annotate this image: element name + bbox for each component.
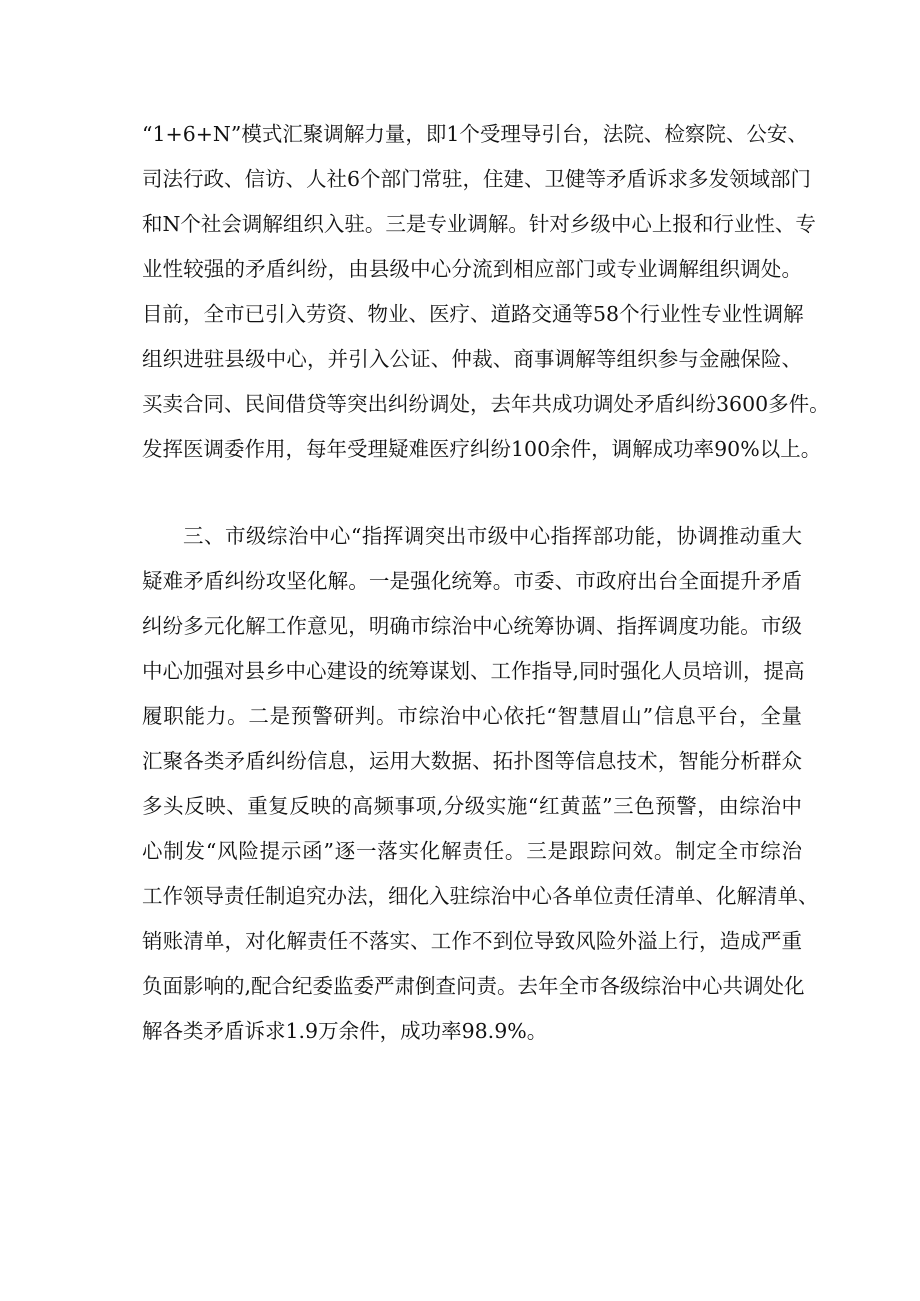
text-line: 买卖合同、民间借贷等突出纠纷调处，去年共成功调处矛盾纠纷3600多件。 bbox=[142, 392, 830, 416]
text-line: 负面影响的,配合纪委监委严肃倒查问责。去年全市各级综治中心共调处化 bbox=[142, 974, 805, 998]
text-line: 发挥医调委作用，每年受理疑难医疗纠纷100余件，调解成功率90%以上。 bbox=[142, 437, 822, 461]
text-line: 解各类矛盾诉求1.9万余件，成功率98.9%。 bbox=[142, 1019, 548, 1043]
text-line: 心制发“风险提示函”逐一落实化解责任。三是跟踪问效。制定全市综治 bbox=[142, 839, 802, 863]
section-heading-line: 三、市级综治中心“指挥调突出市级中心指挥部功能，协调推动重大 bbox=[183, 524, 802, 548]
paragraph-city-level-center bbox=[142, 514, 819, 1054]
text-line: 组织进驻县级中心，并引入公证、仲裁、商事调解等组织参与金融保险、 bbox=[142, 347, 802, 371]
text-line: 目前，全市已引入劳资、物业、医疗、道路交通等58个行业性专业性调解 bbox=[142, 302, 804, 326]
text-line: 业性较强的矛盾纠纷，由县级中心分流到相应部门或专业调解组织调处。 bbox=[142, 257, 802, 281]
text-line: 工作领导责任制追究办法，细化入驻综治中心各单位责任清单、化解清单、 bbox=[142, 884, 819, 908]
text-line: 纠纷多元化解工作意见，明确市综治中心统筹协调、指挥调度功能。市级 bbox=[142, 614, 802, 638]
text-line: 履职能力。二是预警研判。市综治中心依托“智慧眉山”信息平台，全量 bbox=[142, 704, 802, 728]
text-line: 司法行政、信访、人社6个部门常驻，住建、卫健等矛盾诉求多发领域部门 bbox=[142, 167, 812, 191]
text-line: 汇聚各类矛盾纠纷信息，运用大数据、拓扑图等信息技术，智能分析群众 bbox=[142, 749, 802, 773]
text-line: 疑难矛盾纠纷攻坚化解。一是强化统筹。市委、市政府出台全面提升矛盾 bbox=[142, 569, 802, 593]
text-line: 销账清单，对化解责任不落实、工作不到位导致风险外溢上行，造成严重 bbox=[142, 929, 802, 953]
text-line: 和N个社会调解组织入驻。三是专业调解。针对乡级中心上报和行业性、专 bbox=[142, 212, 816, 236]
text-line: “1+6+N”模式汇聚调解力量，即1个受理导引台，法院、检察院、公安、 bbox=[142, 122, 808, 146]
text-line: 多头反映、重复反映的高频事项,分级实施“红黄蓝”三色预警，由综治中 bbox=[142, 794, 802, 818]
text-line: 中心加强对县乡中心建设的统筹谋划、工作指导,同时强化人员培训，提高 bbox=[142, 659, 805, 683]
paragraph-mediation-channels bbox=[142, 112, 830, 472]
